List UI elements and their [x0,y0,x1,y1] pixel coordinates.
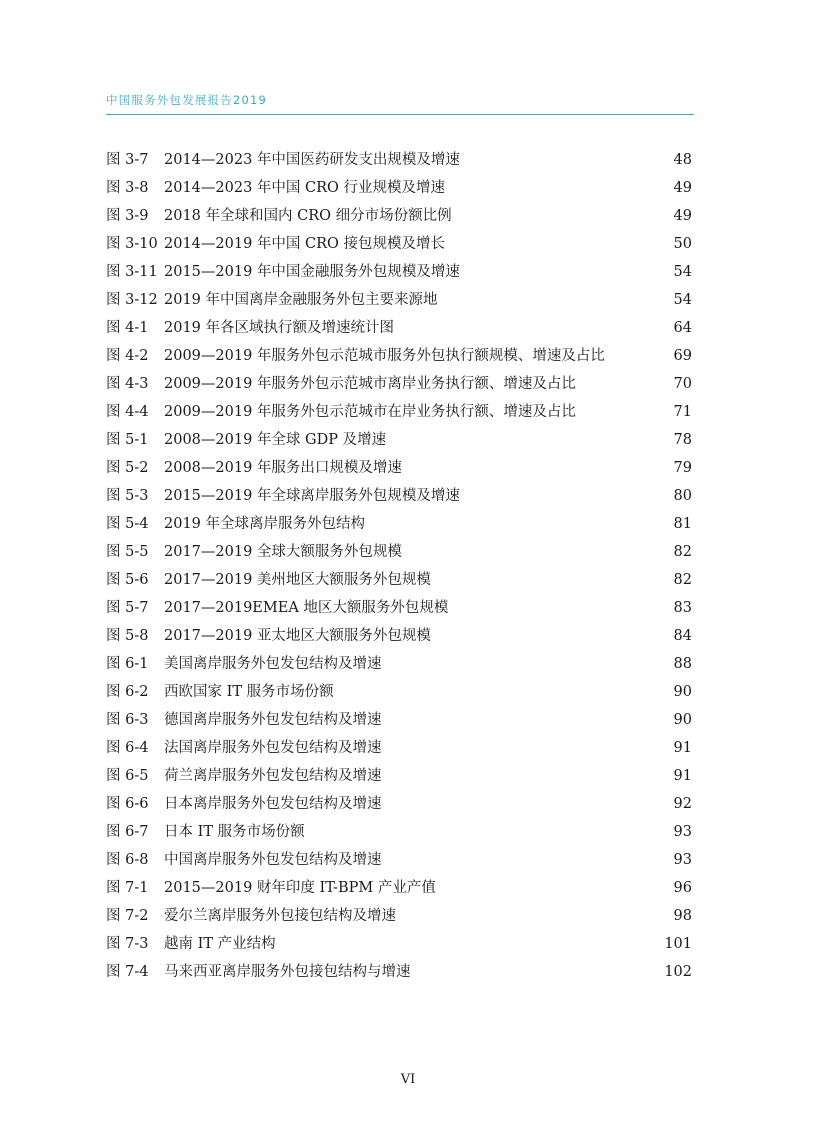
toc-entry[interactable] [106,398,692,426]
page-ref: 64 [673,320,692,336]
toc-entry[interactable] [106,370,692,398]
figure-title: 2008—2019 年全球 GDP 及增速 [164,432,387,448]
header-rule [106,114,694,115]
figure-title: 2019 年全球离岸服务外包结构 [164,516,366,532]
figure-label: 图 5-7 [106,600,149,616]
toc-entry[interactable] [106,678,692,706]
figure-title: 爱尔兰离岸服务外包接包结构及增速 [164,908,396,924]
figure-label: 图 3-8 [106,180,149,196]
figure-title: 法国离岸服务外包发包结构及增速 [164,740,382,756]
figure-title: 2014—2023 年中国 CRO 行业规模及增速 [164,180,446,196]
page-ref: 71 [673,404,692,420]
toc-entry[interactable] [106,174,692,202]
figure-list [106,146,692,986]
figure-label: 图 6-1 [106,656,149,672]
toc-entry[interactable] [106,622,692,650]
figure-label: 图 3-7 [106,152,149,168]
figure-label: 图 4-2 [106,348,149,364]
figure-label: 图 3-9 [106,208,149,224]
page-ref: 101 [664,936,692,952]
figure-title: 西欧国家 IT 服务市场份额 [164,684,334,700]
figure-label: 图 6-7 [106,824,149,840]
figure-label: 图 6-3 [106,712,149,728]
figure-label: 图 6-8 [106,852,149,868]
page-ref: 90 [673,712,692,728]
figure-title: 越南 IT 产业结构 [164,936,276,952]
toc-entry[interactable] [106,734,692,762]
toc-entry[interactable] [106,706,692,734]
figure-title: 2017—2019 全球大额服务外包规模 [164,544,402,560]
toc-entry[interactable] [106,510,692,538]
toc-entry[interactable] [106,818,692,846]
figure-label: 图 6-6 [106,796,149,812]
figure-label: 图 3-10 [106,236,158,252]
figure-title: 马来西亚离岸服务外包接包结构与增速 [164,964,411,980]
page-ref: 93 [673,824,692,840]
figure-title: 2015—2019 年中国金融服务外包规模及增速 [164,264,460,280]
toc-entry[interactable] [106,650,692,678]
figure-title: 美国离岸服务外包发包结构及增速 [164,656,382,672]
page-ref: 98 [673,908,692,924]
page-ref: 91 [673,768,692,784]
figure-title: 中国离岸服务外包发包结构及增速 [164,852,382,868]
toc-entry[interactable] [106,538,692,566]
page-ref: 90 [673,684,692,700]
toc-entry[interactable] [106,930,692,958]
page-ref: 92 [673,796,692,812]
page-ref: 79 [673,460,692,476]
page-ref: 69 [673,348,692,364]
toc-entry[interactable] [106,874,692,902]
toc-entry[interactable] [106,594,692,622]
figure-title: 日本 IT 服务市场份额 [164,824,305,840]
figure-title: 2009—2019 年服务外包示范城市离岸业务执行额、增速及占比 [164,376,576,392]
figure-title: 2014—2019 年中国 CRO 接包规模及增长 [164,236,446,252]
figure-title: 2017—2019 亚太地区大额服务外包规模 [164,628,431,644]
figure-title: 日本离岸服务外包发包结构及增速 [164,796,382,812]
page-ref: 93 [673,852,692,868]
figure-label: 图 4-1 [106,320,149,336]
figure-label: 图 7-1 [106,880,149,896]
page-ref: 84 [673,628,692,644]
toc-entry[interactable] [106,230,692,258]
figure-title: 2017—2019 美州地区大额服务外包规模 [164,572,431,588]
figure-label: 图 7-3 [106,936,149,952]
figure-label: 图 6-5 [106,768,149,784]
page-ref: 78 [673,432,692,448]
figure-label: 图 6-2 [106,684,149,700]
page-ref: 80 [673,488,692,504]
toc-entry[interactable] [106,902,692,930]
figure-label: 图 5-5 [106,544,149,560]
figure-title: 2019 年各区域执行额及增速统计图 [164,320,395,336]
page-ref: 54 [673,264,692,280]
toc-entry[interactable] [106,762,692,790]
figure-label: 图 4-3 [106,376,149,392]
toc-entry[interactable] [106,146,692,174]
figure-title: 德国离岸服务外包发包结构及增速 [164,712,382,728]
figure-title: 2018 年全球和国内 CRO 细分市场份额比例 [164,208,452,224]
figure-label: 图 7-4 [106,964,149,980]
page-ref: 81 [673,516,692,532]
page-ref: 70 [673,376,692,392]
figure-title: 2009—2019 年服务外包示范城市在岸业务执行额、增速及占比 [164,404,576,420]
figure-title: 2009—2019 年服务外包示范城市服务外包执行额规模、增速及占比 [164,348,605,364]
page-ref: 82 [673,544,692,560]
page-ref: 102 [664,964,692,980]
page-ref: 50 [673,236,692,252]
page-ref: 49 [673,180,692,196]
figure-label: 图 5-4 [106,516,149,532]
running-header: 中国服务外包发展报告2019 [106,93,268,107]
page-number: VI [400,1072,416,1087]
page-ref: 91 [673,740,692,756]
toc-entry[interactable] [106,454,692,482]
toc-entry[interactable] [106,846,692,874]
toc-entry[interactable] [106,958,692,986]
page-ref: 48 [673,152,692,168]
figure-label: 图 4-4 [106,404,149,420]
toc-entry[interactable] [106,314,692,342]
page-ref: 88 [673,656,692,672]
figure-label: 图 3-11 [106,264,158,280]
toc-entry[interactable] [106,258,692,286]
figure-title: 2015—2019 年全球离岸服务外包规模及增速 [164,488,460,504]
figure-title: 荷兰离岸服务外包发包结构及增速 [164,768,382,784]
toc-entry[interactable] [106,286,692,314]
figure-title: 2008—2019 年服务出口规模及增速 [164,460,402,476]
toc-entry[interactable] [106,202,692,230]
figure-label: 图 5-8 [106,628,149,644]
page-ref: 49 [673,208,692,224]
page-ref: 83 [673,600,692,616]
toc-entry[interactable] [106,790,692,818]
figure-label: 图 5-3 [106,488,149,504]
figure-label: 图 6-4 [106,740,149,756]
page-ref: 54 [673,292,692,308]
page-ref: 96 [673,880,692,896]
figure-label: 图 5-2 [106,460,149,476]
toc-entry[interactable] [106,342,692,370]
toc-entry[interactable] [106,566,692,594]
figure-title: 2017—2019EMEA 地区大额服务外包规模 [164,600,449,616]
figure-label: 图 5-6 [106,572,149,588]
figure-title: 2019 年中国离岸金融服务外包主要来源地 [164,292,438,308]
figure-label: 图 7-2 [106,908,149,924]
toc-entry[interactable] [106,482,692,510]
figure-title: 2014—2023 年中国医药研发支出规模及增速 [164,152,460,168]
page-ref: 82 [673,572,692,588]
figure-label: 图 5-1 [106,432,149,448]
figure-label: 图 3-12 [106,292,158,308]
figure-title: 2015—2019 财年印度 IT-BPM 产业产值 [164,880,436,896]
toc-entry[interactable] [106,426,692,454]
